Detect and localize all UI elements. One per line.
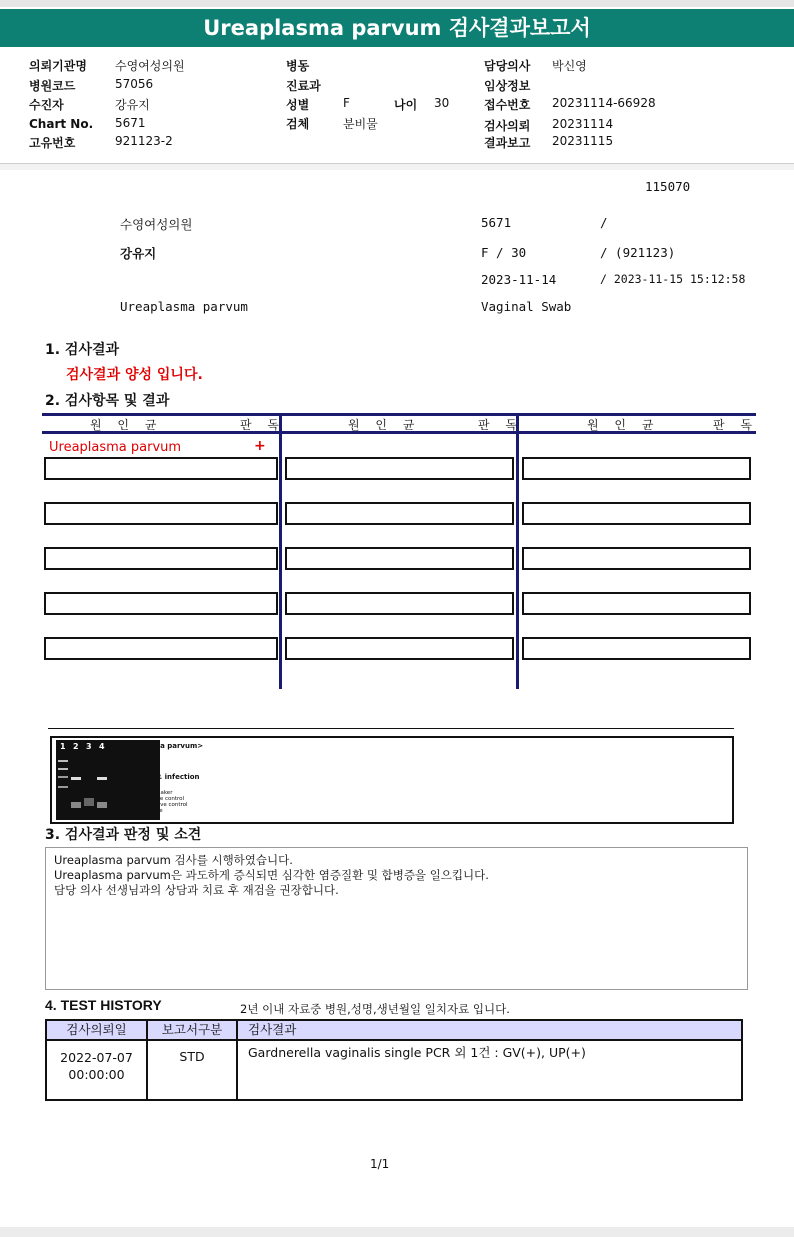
value-specimen: 분비물: [343, 117, 378, 131]
info-chart: 5671: [481, 215, 512, 230]
info-patient: 강유지: [120, 246, 157, 261]
gel-band: [58, 768, 68, 770]
report-title: Ureaplasma parvum 검사결과보고서: [0, 9, 794, 47]
info-report-datetime: / 2023-11-15 15:12:58: [600, 272, 746, 286]
info-slash: /: [600, 215, 608, 230]
gel-legend: [120, 790, 188, 814]
label-report-date: 결과보고: [484, 136, 531, 150]
top-bar: [0, 0, 794, 7]
col-judge-2: 판 독: [478, 418, 523, 432]
gel-lane-4: 4: [99, 742, 105, 751]
section2-title: 2. 검사항목 및 결과: [45, 393, 170, 409]
gel-band: [84, 798, 94, 806]
value-sex: F: [343, 96, 350, 110]
label-clinical-info: 임상정보: [484, 79, 531, 93]
gel-band: [97, 802, 107, 808]
section4-title: 4. TEST HISTORY: [45, 997, 162, 1013]
gel-lane-2: 2: [73, 742, 79, 751]
gel-band: [71, 777, 81, 780]
col-organism-1: 원 인 균: [90, 418, 163, 432]
value-chart-no: 5671: [115, 116, 146, 130]
result-box: [285, 592, 514, 615]
history-cell-result: Gardnerella vaginalis single PCR 외 1건 : GV(+), UP(+): [236, 1039, 743, 1101]
value-receipt-no: 20231114-66928: [552, 96, 656, 110]
value-doctor: 박신영: [552, 59, 587, 73]
result-box: [285, 457, 514, 480]
bottom-bar: [0, 1227, 794, 1237]
history-cell-type: STD: [146, 1039, 238, 1101]
info-birth: / (921123): [600, 245, 676, 260]
label-unique-no: 고유번호: [29, 136, 76, 150]
col-judge-1: 판 독: [240, 418, 285, 432]
col-judge-3: 판 독: [713, 418, 758, 432]
value-age: 30: [434, 96, 450, 110]
value-hospital: 수영여성의원: [115, 59, 185, 73]
history-date: 2022-07-07: [60, 1050, 133, 1065]
result-box: [522, 592, 751, 615]
info-sex-age: F / 30: [481, 245, 527, 260]
label-department: 진료과: [286, 79, 321, 93]
result-box: [44, 457, 278, 480]
gel-separator: [48, 728, 734, 729]
gel-image-box: [50, 736, 734, 824]
gel-legend-item: Lane 3. Negative control: [120, 802, 188, 808]
result-box: [44, 592, 278, 615]
history-header-result: 검사결과: [236, 1019, 743, 1041]
gel-legend-item: Lane 4. Sample: [120, 808, 163, 814]
gel-arrow-label: ← 350bp U.P. infection: [112, 773, 200, 781]
result-box: [44, 502, 278, 525]
history-header-type: 보고서구분: [146, 1019, 238, 1041]
value-request-date: 20231114: [552, 117, 614, 131]
label-ward: 병동: [286, 59, 310, 73]
col-organism-3: 원 인 균: [587, 418, 660, 432]
value-report-date: 20231115: [552, 134, 614, 148]
gel-title: <Ureaplasma parvum>: [112, 742, 204, 750]
opinion-line: Ureaplasma parvum 검사를 시행하였습니다.: [54, 853, 293, 867]
gel-legend-item: Lane 2. Positive control: [120, 796, 185, 802]
label-doctor: 담당의사: [484, 59, 531, 73]
result-box: [522, 457, 751, 480]
gel-band: [58, 776, 68, 778]
history-header-date: 검사의뢰일: [45, 1019, 148, 1041]
value-unique-no: 921123-2: [115, 134, 173, 148]
info-test: Ureaplasma parvum: [120, 299, 248, 314]
info-receipt-date: 2023-11-14: [481, 272, 557, 287]
gel-band: [58, 760, 68, 762]
col-organism-2: 원 인 균: [348, 418, 421, 432]
history-cell-date: [45, 1039, 148, 1101]
section1-title: 1. 검사결과: [45, 342, 120, 358]
table-col-divider-1: [279, 413, 282, 689]
result-box: [44, 547, 278, 570]
section1-result: 검사결과 양성 입니다.: [66, 367, 203, 383]
label-hospital: 의뢰기관명: [29, 59, 87, 73]
result-box: [522, 502, 751, 525]
label-chart-no: Chart No.: [29, 117, 94, 131]
opinion-line: 담당 의사 선생님과의 상담과 치료 후 재검을 권장합니다.: [54, 883, 339, 897]
result-item-mark: +: [254, 438, 266, 454]
result-box: [285, 637, 514, 660]
gel-band: [71, 802, 81, 808]
info-specimen: Vaginal Swab: [481, 299, 572, 314]
history-time: 00:00:00: [68, 1067, 125, 1082]
gel-legend-item: Lane 1. Size maker: [120, 790, 173, 796]
label-specimen: 검체: [286, 117, 310, 131]
label-hospital-code: 병원코드: [29, 79, 76, 93]
gel-band: [58, 786, 68, 788]
result-item-organism: Ureaplasma parvum: [49, 440, 182, 455]
history-note: 2년 이내 자료중 병원,성명,생년월일 일치자료 입니다.: [240, 1002, 510, 1016]
result-box: [285, 502, 514, 525]
table-col-divider-2: [516, 413, 519, 689]
result-box: [522, 637, 751, 660]
opinion-line: Ureaplasma parvum은 과도하게 증식되면 심각한 염증질환 및 합병증을 일으킵니다.: [54, 868, 489, 882]
result-box: [285, 547, 514, 570]
label-age: 나이: [394, 98, 418, 112]
value-hospital-code: 57056: [115, 77, 154, 91]
label-patient: 수진자: [29, 98, 64, 112]
gel-band: [97, 777, 107, 780]
label-request-date: 검사의뢰: [484, 119, 531, 133]
result-box: [44, 637, 278, 660]
gel-lane-1: 1: [60, 742, 66, 751]
result-box: [522, 547, 751, 570]
info-hospital: 수영여성의원: [120, 217, 193, 232]
label-receipt-no: 접수번호: [484, 98, 531, 112]
info-code: 115070: [645, 179, 691, 194]
header-shade: [0, 164, 794, 170]
label-sex: 성별: [286, 98, 310, 112]
value-patient: 강유지: [115, 98, 150, 112]
page-number: 1/1: [370, 1157, 390, 1171]
opinion-box: [45, 847, 748, 990]
gel-lane-3: 3: [86, 742, 92, 751]
section3-title: 3. 검사결과 판정 및 소견: [45, 827, 202, 843]
